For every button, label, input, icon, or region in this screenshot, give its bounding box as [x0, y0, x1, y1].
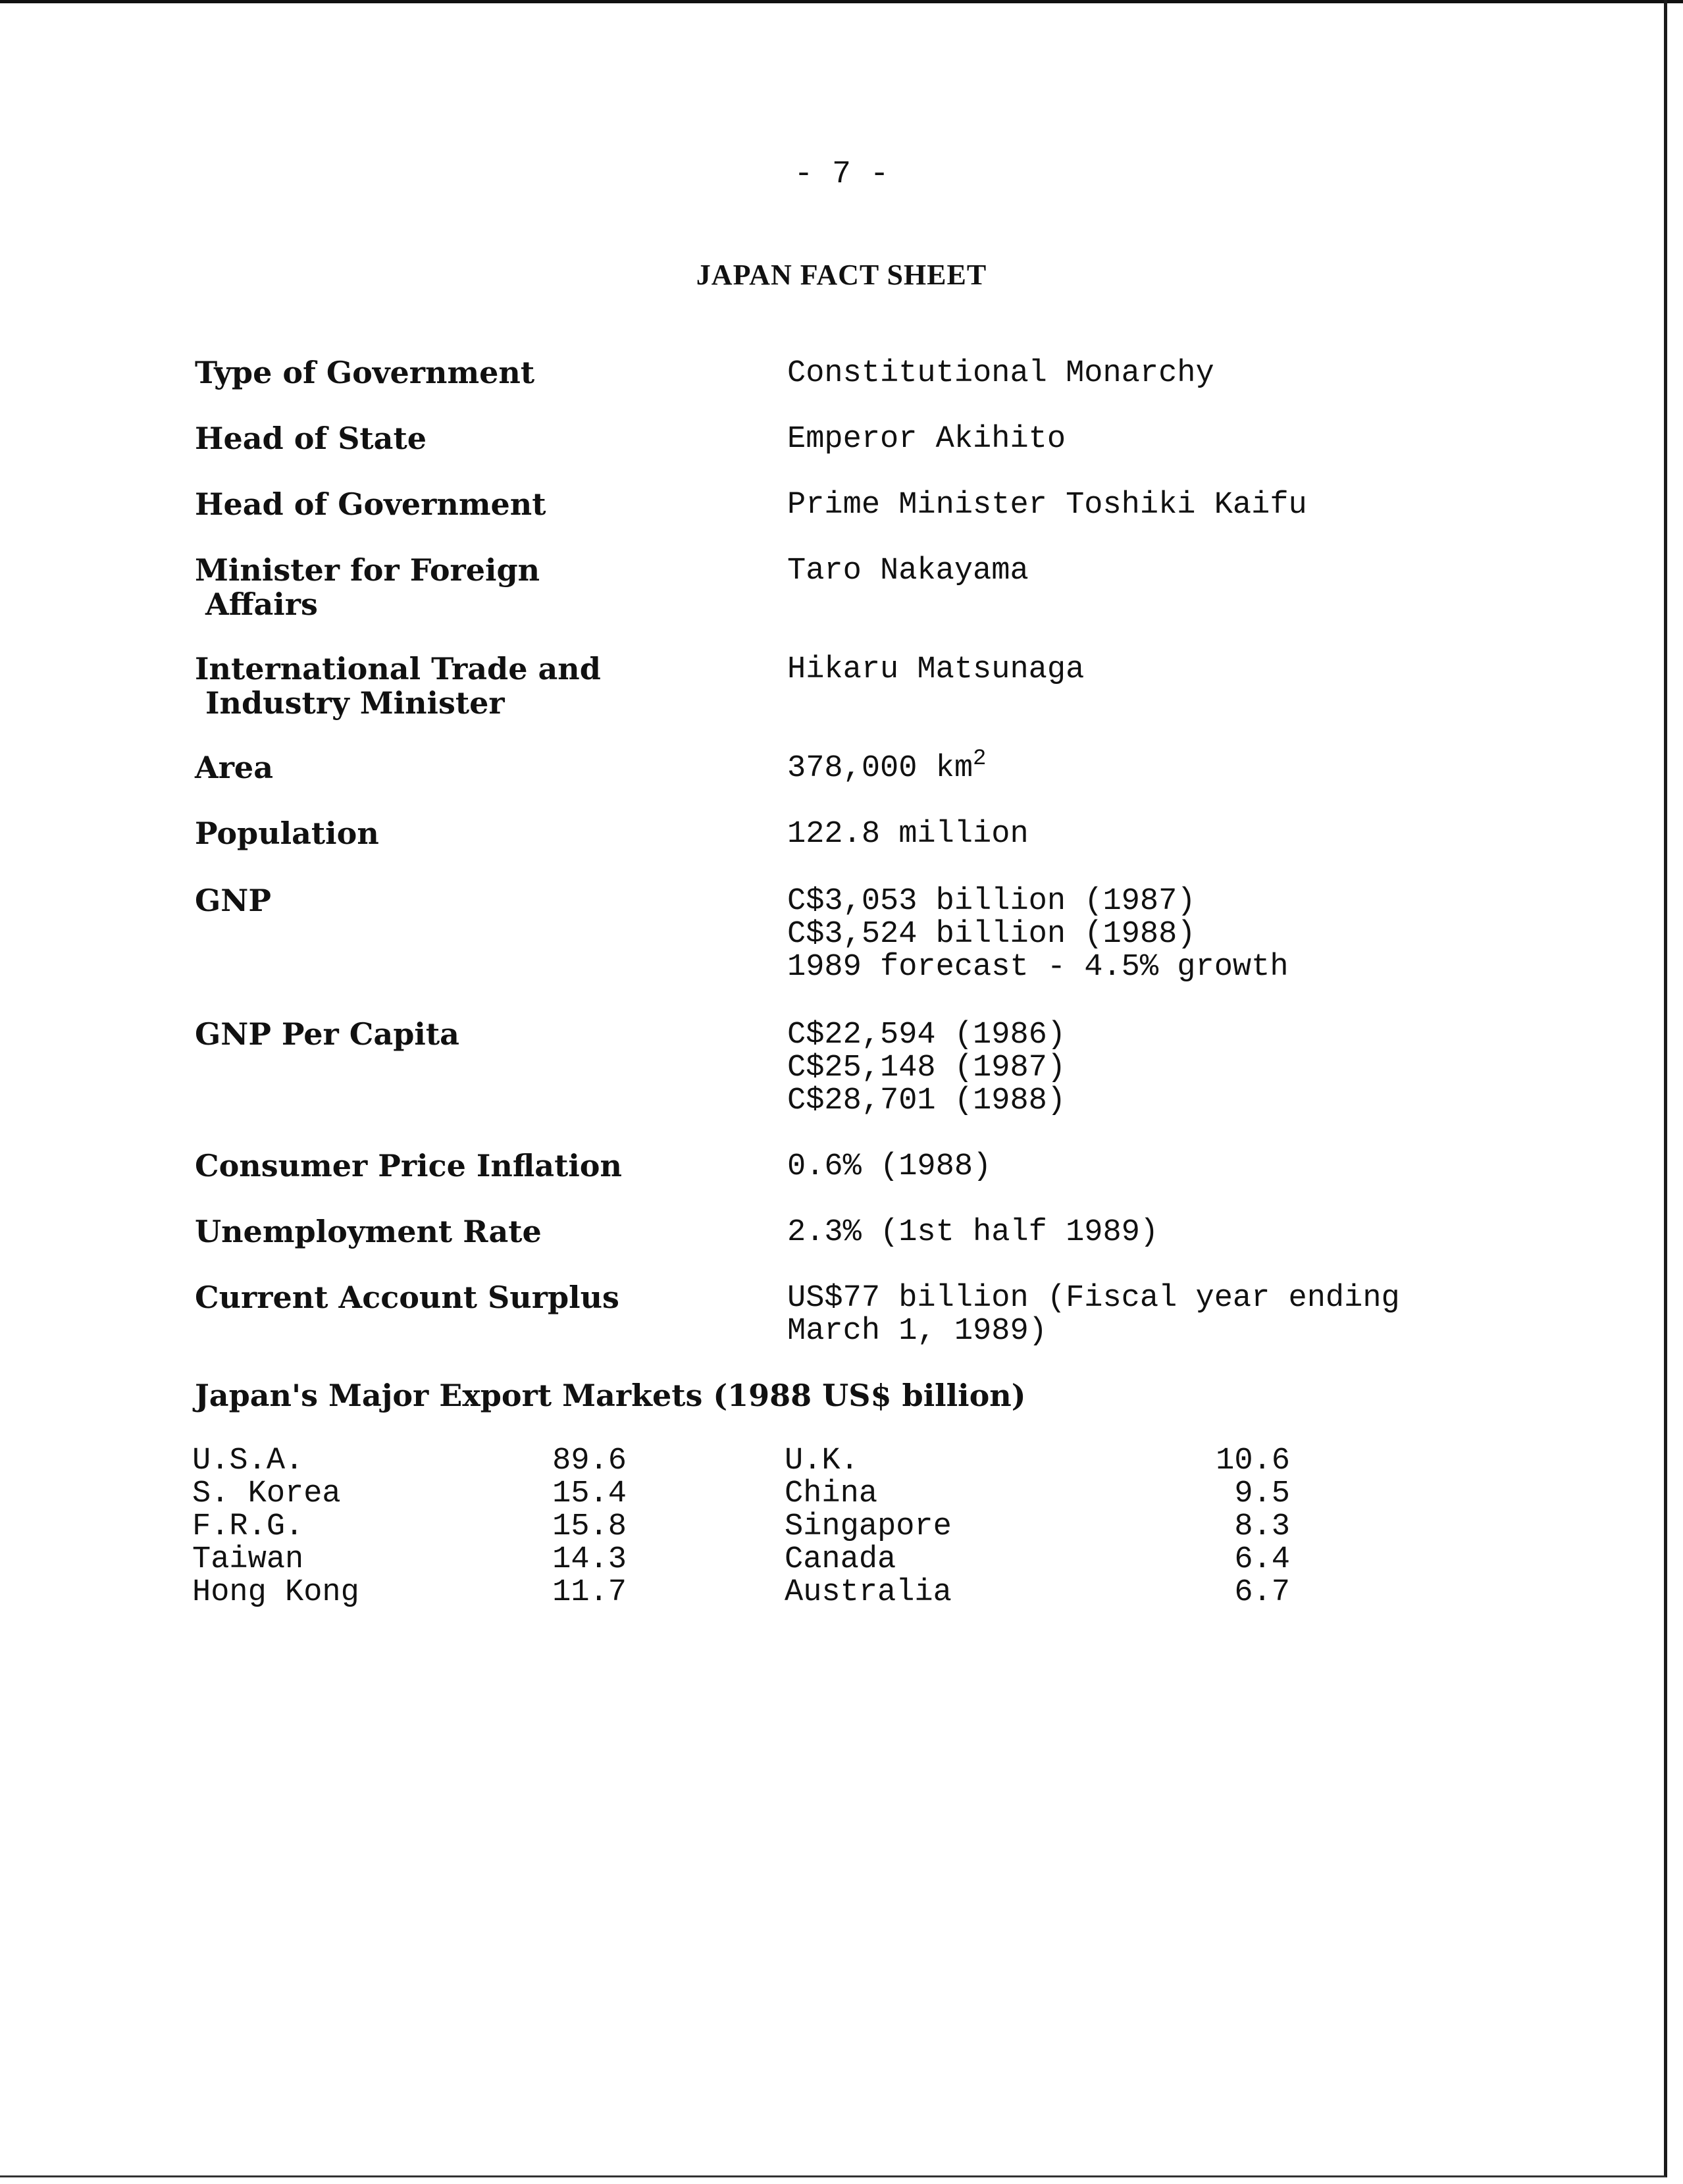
- fact-value-current-account: US$77 billion (Fiscal year ending March 1, 1989): [787, 1281, 1400, 1349]
- export-value: 11.7: [552, 1575, 627, 1610]
- fact-value-trade-minister: Hikaru Matsunaga: [787, 652, 1085, 687]
- fact-value-area: [787, 746, 1643, 786]
- export-markets-heading: Japan's Major Export Markets (1988 US$ billion): [195, 1378, 1026, 1413]
- export-value: 10.6: [1216, 1443, 1290, 1478]
- list-item: [785, 1575, 1290, 1610]
- fact-label-trade-minister: International Trade and Industry Minister: [195, 651, 601, 721]
- export-value: 89.6: [552, 1443, 627, 1478]
- fact-value-gnp-per-capita: C$22,594 (1986) C$25,148 (1987) C$28,701 (1988): [787, 1018, 1066, 1118]
- fact-label-inflation: Consumer Price Inflation: [195, 1148, 622, 1183]
- fact-value-population: 122.8 million: [787, 817, 1029, 852]
- export-country: S. Korea: [192, 1476, 341, 1511]
- list-item: [785, 1509, 1290, 1544]
- fact-label-area: Area: [195, 750, 273, 785]
- export-country: Singapore: [785, 1509, 952, 1544]
- fact-label-current-account: Current Account Surplus: [195, 1280, 619, 1315]
- list-item: [192, 1509, 627, 1544]
- export-markets-left-list: [192, 1443, 627, 1610]
- export-markets-right-list: [785, 1443, 1290, 1610]
- fact-value-gnp: C$3,053 billion (1987) C$3,524 billion (1988) 1989 forecast - 4.5% growth: [787, 884, 1289, 985]
- export-value: 8.3: [1234, 1509, 1290, 1544]
- page-number: - 7 -: [794, 157, 889, 192]
- fact-value-inflation: 0.6% (1988): [787, 1149, 992, 1184]
- list-item: [785, 1476, 1290, 1511]
- fact-value-head-of-government: Prime Minister Toshiki Kaifu: [787, 488, 1307, 523]
- fact-label-type-of-government: Type of Government: [195, 355, 535, 390]
- export-value: 6.4: [1234, 1542, 1290, 1577]
- export-country: U.S.A.: [192, 1443, 304, 1478]
- list-item: [192, 1443, 627, 1478]
- fact-value-head-of-state: Emperor Akihito: [787, 422, 1066, 457]
- list-item: [192, 1542, 627, 1577]
- list-item: [785, 1443, 1290, 1478]
- area-value-text: 378,000 km: [787, 751, 973, 786]
- export-country: Taiwan: [192, 1542, 304, 1577]
- fact-label-population: Population: [195, 816, 379, 851]
- export-country: U.K.: [785, 1443, 859, 1478]
- export-country: Australia: [785, 1575, 952, 1610]
- fact-label-foreign-affairs-minister: Minister for Foreign Affairs: [195, 552, 540, 622]
- fact-label-unemployment: Unemployment Rate: [195, 1214, 542, 1249]
- fact-label-gnp-per-capita: GNP Per Capita: [195, 1016, 459, 1052]
- fact-value-foreign-affairs-minister: Taro Nakayama: [787, 554, 1029, 588]
- fact-value-unemployment: 2.3% (1st half 1989): [787, 1215, 1159, 1250]
- page-title: JAPAN FACT SHEET: [696, 259, 987, 291]
- export-value: 15.4: [552, 1476, 627, 1511]
- export-value: 15.8: [552, 1509, 627, 1544]
- fact-label-head-of-state: Head of State: [195, 421, 427, 456]
- export-value: 14.3: [552, 1542, 627, 1577]
- fact-label-head-of-government: Head of Government: [195, 486, 546, 522]
- fact-label-gnp: GNP: [195, 883, 271, 918]
- list-item: [785, 1542, 1290, 1577]
- export-country: Canada: [785, 1542, 896, 1577]
- export-value: 6.7: [1234, 1575, 1290, 1610]
- area-unit-superscript: 2: [973, 746, 987, 771]
- export-country: Hong Kong: [192, 1575, 359, 1610]
- fact-value-type-of-government: Constitutional Monarchy: [787, 356, 1214, 391]
- list-item: [192, 1575, 627, 1610]
- list-item: [192, 1476, 627, 1511]
- export-country: China: [785, 1476, 878, 1511]
- export-country: F.R.G.: [192, 1509, 304, 1544]
- export-value: 9.5: [1234, 1476, 1290, 1511]
